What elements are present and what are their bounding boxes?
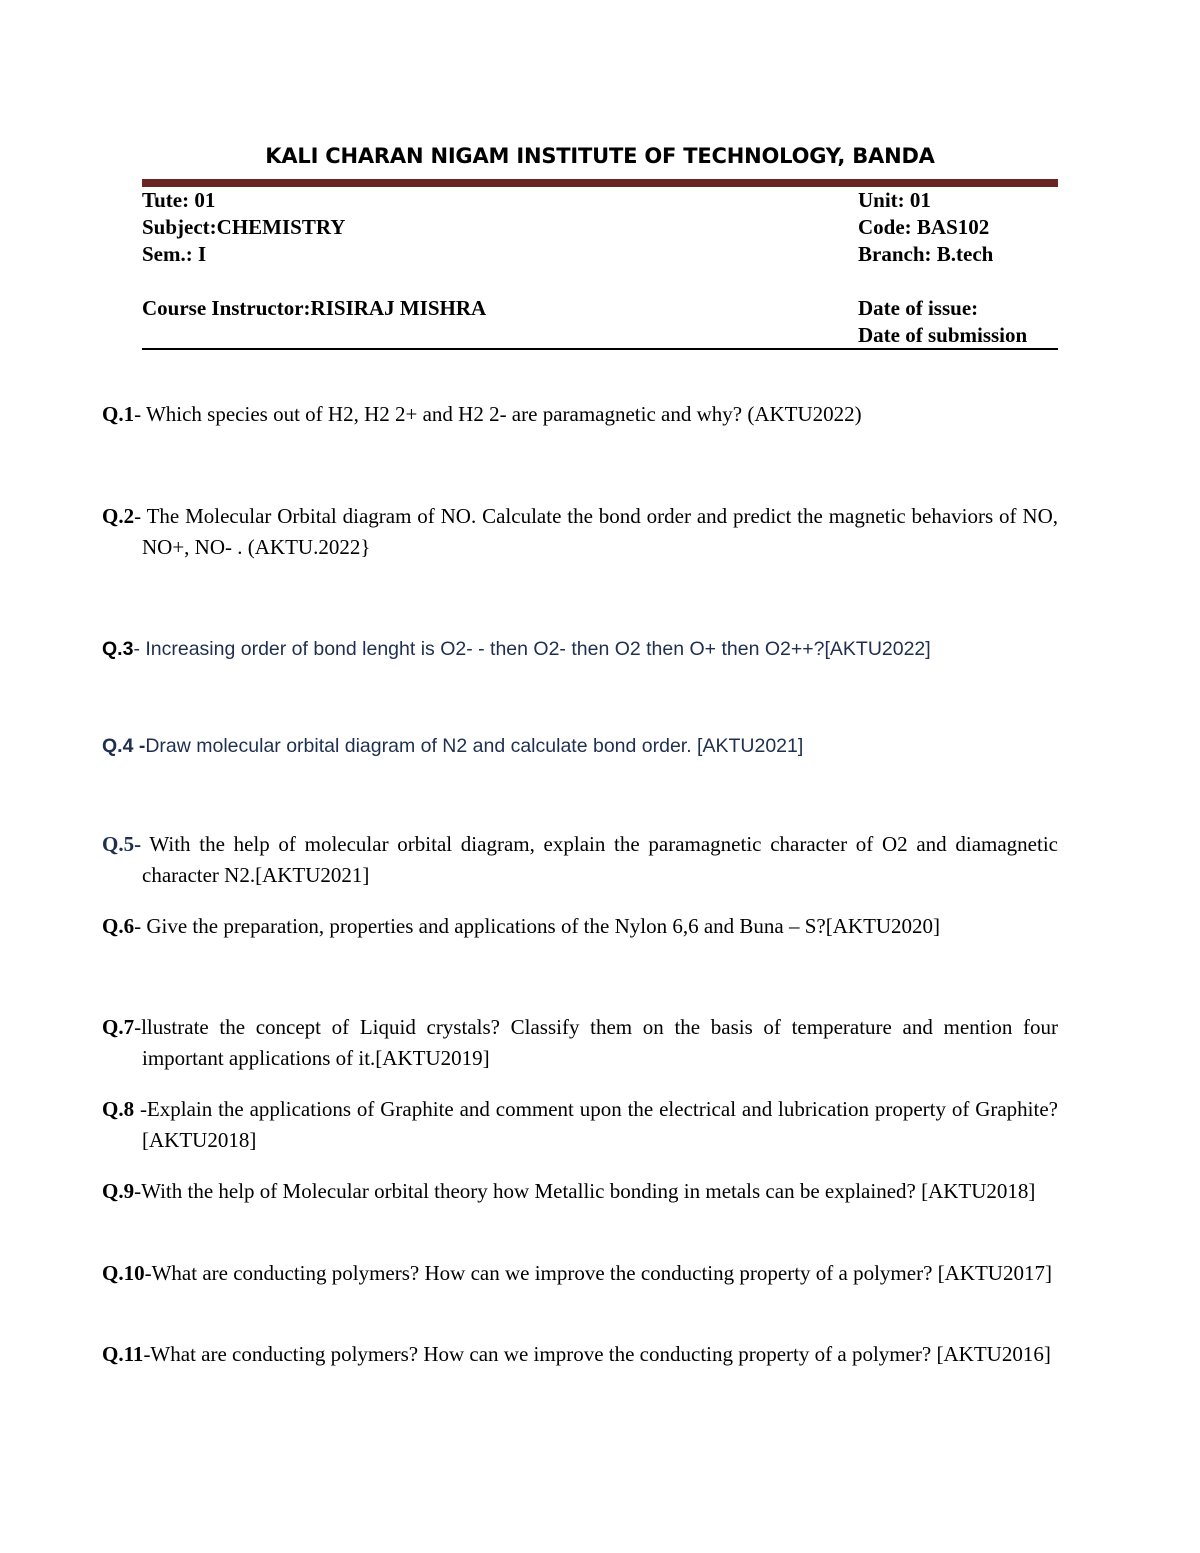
question-4 — [102, 731, 1058, 762]
question-10 — [102, 1258, 1058, 1289]
question-8 — [102, 1094, 1058, 1156]
question-number: Q.11 — [102, 1342, 144, 1366]
question-number: Q.6 — [102, 914, 135, 938]
question-text: - Give the preparation, properties and applications of the Nylon 6,6 and Buna – S?[AKTU2020] — [134, 914, 941, 938]
question-1 — [102, 399, 1058, 430]
date-of-issue-label: Date of issue: — [858, 296, 979, 320]
question-6 — [102, 911, 1058, 942]
question-text: Draw molecular orbital diagram of N2 and calculate bond order. [AKTU2021] — [145, 735, 804, 757]
question-text: -What are conducting polymers? How can we improve the conducting property of a polymer? [AKTU2017] — [144, 1261, 1052, 1285]
unit-label: Unit: 01 — [858, 188, 931, 212]
question-2 — [102, 501, 1058, 563]
question-text: -llustrate the concept of Liquid crystals? Classify them on the basis of temperature and mention four important applications of it.[AKTU2019] — [134, 1015, 1058, 1070]
title-rule — [142, 179, 1058, 187]
question-text: With the help of molecular orbital diagram, explain the paramagnetic character of O2 and diamagnetic character N2.[AKTU2021] — [141, 832, 1058, 887]
question-7 — [102, 1012, 1058, 1074]
date-of-submission-label: Date of submission — [858, 323, 1028, 347]
code-label: Code: BAS102 — [858, 215, 990, 239]
question-number: Q.1 — [102, 402, 135, 426]
instructor-label: Course Instructor:RISIRAJ MISHRA — [142, 296, 487, 320]
question-number: Q.8 — [102, 1097, 135, 1121]
question-number: Q.10 — [102, 1261, 145, 1285]
question-text: - Increasing order of bond lenght is O2- - then O2- then O2 then O+ then O2++?[AKTU2022] — [133, 638, 931, 660]
question-number: Q.5- — [102, 832, 142, 856]
sem-label: Sem.: I — [142, 242, 207, 266]
question-number: Q.7 — [102, 1015, 135, 1039]
question-number: Q.4 - — [102, 735, 146, 757]
question-5 — [102, 829, 1058, 891]
question-9 — [102, 1176, 1058, 1207]
question-text: -Explain the applications of Graphite and comment upon the electrical and lubrication property of Graphite?[AKTU2018] — [134, 1097, 1058, 1152]
question-text: -What are conducting polymers? How can we improve the conducting property of a polymer? [AKTU2016] — [143, 1342, 1051, 1366]
tute-label: Tute: 01 — [142, 188, 216, 212]
question-11 — [102, 1339, 1058, 1370]
question-text: - Which species out of H2, H2 2+ and H2 2- are paramagnetic and why? (AKTU2022) — [134, 402, 862, 426]
question-number: Q.9 — [102, 1179, 135, 1203]
institute-title: KALI CHARAN NIGAM INSTITUTE OF TECHNOLOGY, BANDA — [265, 144, 935, 168]
question-number: Q.3 — [102, 638, 134, 660]
question-3 — [102, 634, 1058, 665]
subject-label: Subject:CHEMISTRY — [142, 215, 346, 239]
question-text: - The Molecular Orbital diagram of NO. Calculate the bond order and predict the magnetic behaviors of NO, NO+, NO- . (AKTU.2022} — [134, 504, 1058, 559]
branch-label: Branch: B.tech — [858, 242, 994, 266]
header-rule — [142, 348, 1058, 350]
question-number: Q.2 — [102, 504, 135, 528]
question-text: -With the help of Molecular orbital theory how Metallic bonding in metals can be explained? [AKTU2018] — [134, 1179, 1036, 1203]
